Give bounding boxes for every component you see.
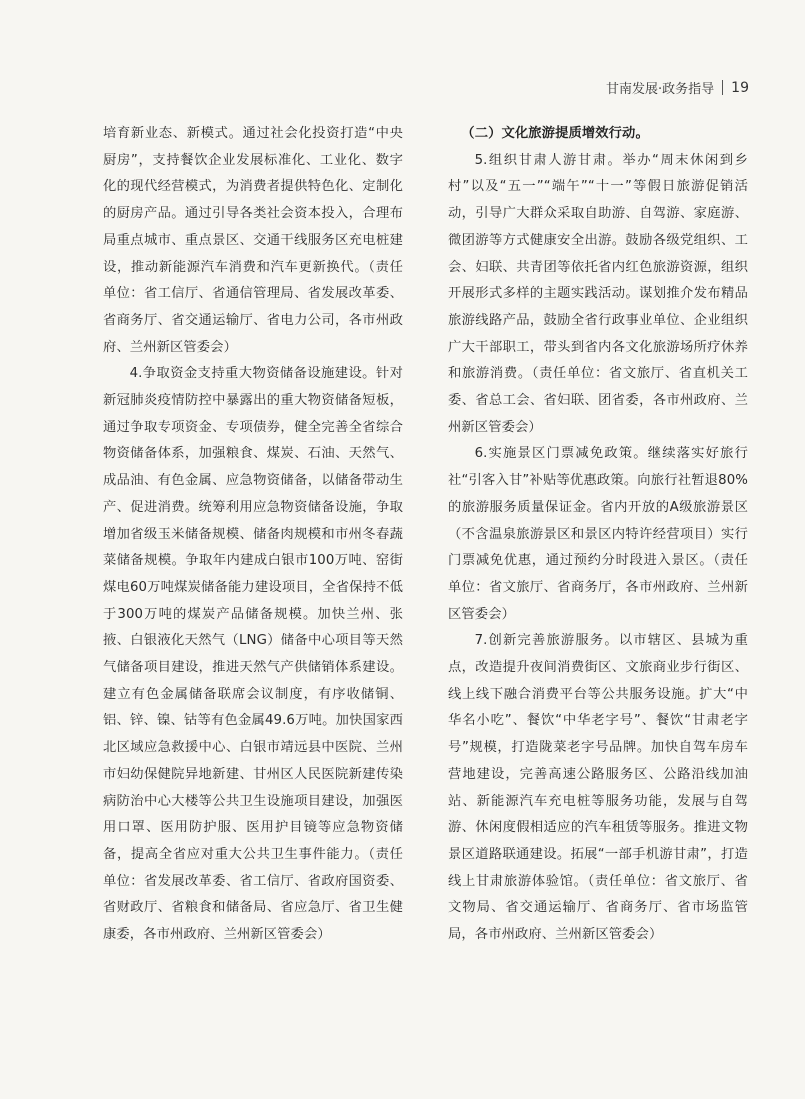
- right-column: [448, 121, 748, 949]
- paragraph-item-7: 7.创新完善旅游服务。以市辖区、县城为重点，改造提升夜间消费街区、文旅商业步行街区、线上线下融合消费平台等公共服务设施。扩大“中华名小吃”、餐饮“中华老字号”、餐饮“甘肃老字号”规模，打造陇菜老字号品牌。加快自驾车房车营地建设，完善高速公路服务区、公路沿线加油站、新能源汽车充电桩等服务功能，发展与自驾游、休闲度假相适应的汽车租赁等服务。推进文物景区道路联通建设。拓展“一部手机游甘肃”，打造线上甘肃旅游体验馆。（责任单位：省文旅厅、省文物局、省交通运输厅、省商务厅、省市场监管局，各市州政府、兰州新区管委会）: [448, 633, 748, 943]
- section-heading: （二）文化旅游提质增效行动。: [461, 126, 649, 141]
- paragraph-item-5: 5.组织甘肃人游甘肃。举办“周末休闲到乡村”以及“五一”“端午”“十一”等假日旅游促销活动，引导广大群众采取自助游、自驾游、家庭游、微团游等方式健康安全出游。鼓励各级党组织、工会、妇联、共青团等依托省内红色旅游资源，组织开展形式多样的主题实践活动。谋划推介发布精品旅游线路产品，鼓励全省行政事业单位、企业组织广大干部职工，带头到省内各文化旅游场所疗休养和旅游消费。（责任单位：省文旅厅、省直机关工委、省总工会、省妇联、团省委，各市州政府、兰州新区管委会）: [448, 152, 748, 435]
- header-divider: [722, 80, 723, 95]
- paragraph-item-6: 6.实施景区门票减免政策。继续落实好旅行社“引客入甘”补贴等优惠政策。向旅行社暂退80%的旅游服务质量保证金。省内开放的A级旅游景区（不含温泉旅游景区和景区内特许经营项目）实行门票减免优惠，通过预约分时段进入景区。（责任单位：省文旅厅、省商务厅，各市州政府、兰州新区管委会）: [448, 446, 748, 622]
- paragraph-item-4: 4.争取资金支持重大物资储备设施建设。针对新冠肺炎疫情防控中暴露出的重大物资储备短板，通过争取专项资金、专项债券，健全完善全省综合物资储备体系，加强粮食、煤炭、石油、天然气、成品油、有色金属、应急物资储备，以储备带动生产、促进消费。统筹利用应急物资储备设施，争取增加省级玉米储备规模、储备肉规模和市州冬春蔬菜储备规模。争取年内建成白银市100万吨、窑街煤电60万吨煤炭储备能力建设项目，全省保持不低于300万吨的煤炭产品储备规模。加快兰州、张掖、白银液化天然气（LNG）储备中心项目等天然气储备项目建设，推进天然气产供储销体系建设。建立有色金属储备联席会议制度，有序收储铜、铝、锌、镍、钴等有色金属49.6万吨。加快国家西北区域应急救援中心、白银市靖远县中医院、兰州市妇幼保健院异地新建、甘州区人民医院新建传染病防治中心大楼等公共卫生设施项目建设，加强医用口罩、医用防护服、医用护目镜等应急物资储备，提高全省应对重大公共卫生事件能力。（责任单位：省发展改革委、省工信厅、省政府国资委、省财政厅、省粮食和储备局、省应急厅、省卫生健康委，各市州政府、兰州新区管委会）: [103, 366, 403, 943]
- page-number: 19: [731, 79, 749, 96]
- running-header: [606, 78, 749, 97]
- paragraph-continued: 培育新业态、新模式。通过社会化投资打造“中央厨房”，支持餐饮企业发展标准化、工业化、数字化的现代经营模式，为消费者提供特色化、定制化的厨房产品。通过引导各类社会资本投入，合理布局重点城市、重点景区、交通干线服务区充电桩建设，推动新能源汽车消费和汽车更新换代。（责任单位：省工信厅、省通信管理局、省发展改革委、省商务厅、省交通运输厅、省电力公司，各市州政府、兰州新区管委会）: [103, 126, 403, 355]
- left-column: [103, 121, 403, 949]
- journal-title: 甘南发展·政务指导: [606, 82, 715, 97]
